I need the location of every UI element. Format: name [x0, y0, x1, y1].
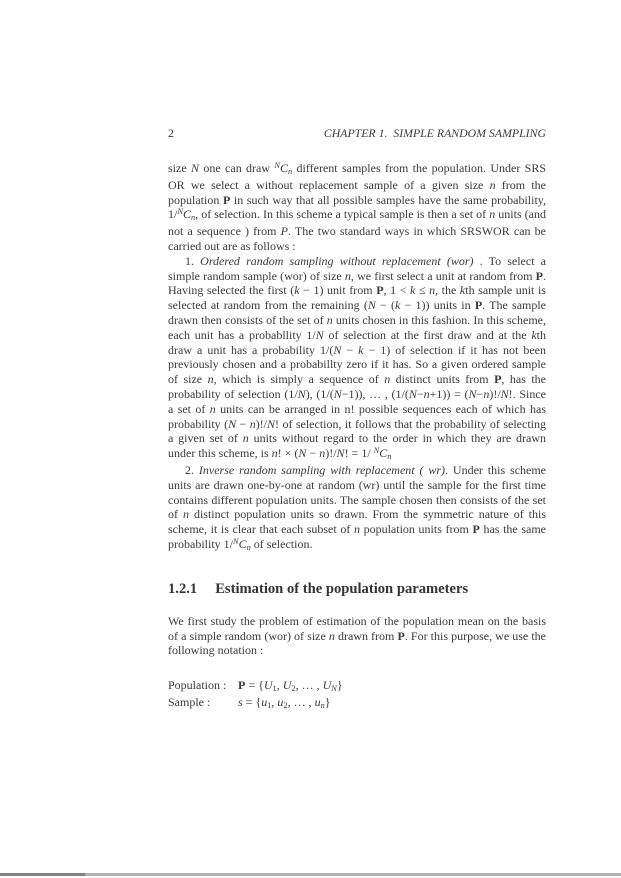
horizontal-scrollbar[interactable] — [0, 873, 621, 876]
page-body — [168, 161, 546, 711]
notation-formula-population: P = {U1, U2, … , UN} — [238, 678, 343, 694]
paragraph-inverse-wr: 2. Inverse random sampling with replacement ( wr). Under this scheme units are drawn one-by-one at random (wr) until the sample for the first time contains different population units. The sample chosen then consists of the set of n distinct population units so drawn. From the symmetric nature of this scheme, it is clear that each subset of n population units from P has the same probability 1/$^N$Cn of selection. — [168, 462, 547, 553]
paragraph-ordered-wor: 1. Ordered random sampling without replacement (wor) . To select a simple random sample (wor) of size n, we first select a unit at random from P. Having selected the first (k − 1) unit from P, 1 < k ≤ n, the kth sample unit is selected at random from the remaining (N − (k − 1)) units in P. The sample drawn then consists of the set of n units chosen in this fashion. In this scheme, each unit has a probabllity 1/N of selection at the first draw and at the kth draw a unit has a probability 1/(N − k − 1) of selection if it has not been previously chosen and a probabillty zero if it has. So a given ordered sample of size n, which is simply a sequence of n distinct units from P, has the probability of selection (1/N), (1/(N−1)), … , (1/(N−n+1)) = (N−n)!/N!. Since a set of n units can be arranged in n! possible sequences each of which has probability (N − n)!/N! of selection, it follows that the probability of selecting a given set of n units without regard to the order in which they are drawn under this scheme, is n! × (N − n)!/N! = 1/ $^N$Cn — [168, 253, 547, 462]
notation-formula-sample: s = {u1, u2, … , un} — [238, 694, 331, 710]
section-title: Estimation of the population parameters — [215, 580, 469, 597]
paragraph-continuation-intro: size N one can draw $^N$Cn different samples from the population. Under SRS OR we select a without replacement sample of a given size n from the population P in such way that all possible samples have the same probability, 1/$^N$Cn, of selection. In this scheme a typical sample is then a set of n units (and not a sequence ) from P. The two standard ways in which SRSWOR can be carried out are as follows : — [168, 160, 547, 253]
scrollbar-thumb[interactable] — [0, 873, 85, 876]
notation-label-sample: Sample : — [168, 694, 211, 709]
notation-label-population: Population : — [168, 678, 227, 693]
running-header — [168, 126, 546, 140]
running-title: CHAPTER 1. SIMPLE RANDOM SAMPLING — [323, 126, 546, 140]
notation-block — [168, 678, 546, 711]
section-number: 1.2.1 — [168, 580, 198, 597]
page-number: 2 — [168, 126, 174, 140]
notation-row-population — [168, 678, 546, 695]
notation-row-sample — [168, 695, 546, 712]
book-page-content — [168, 126, 546, 711]
paragraph-estimation-intro: We first study the problem of estimation of the population mean on the basis of a simple random (wor) of size n drawn from P. For this purpose, we use the following notation : — [168, 613, 546, 658]
section-heading — [168, 580, 546, 598]
